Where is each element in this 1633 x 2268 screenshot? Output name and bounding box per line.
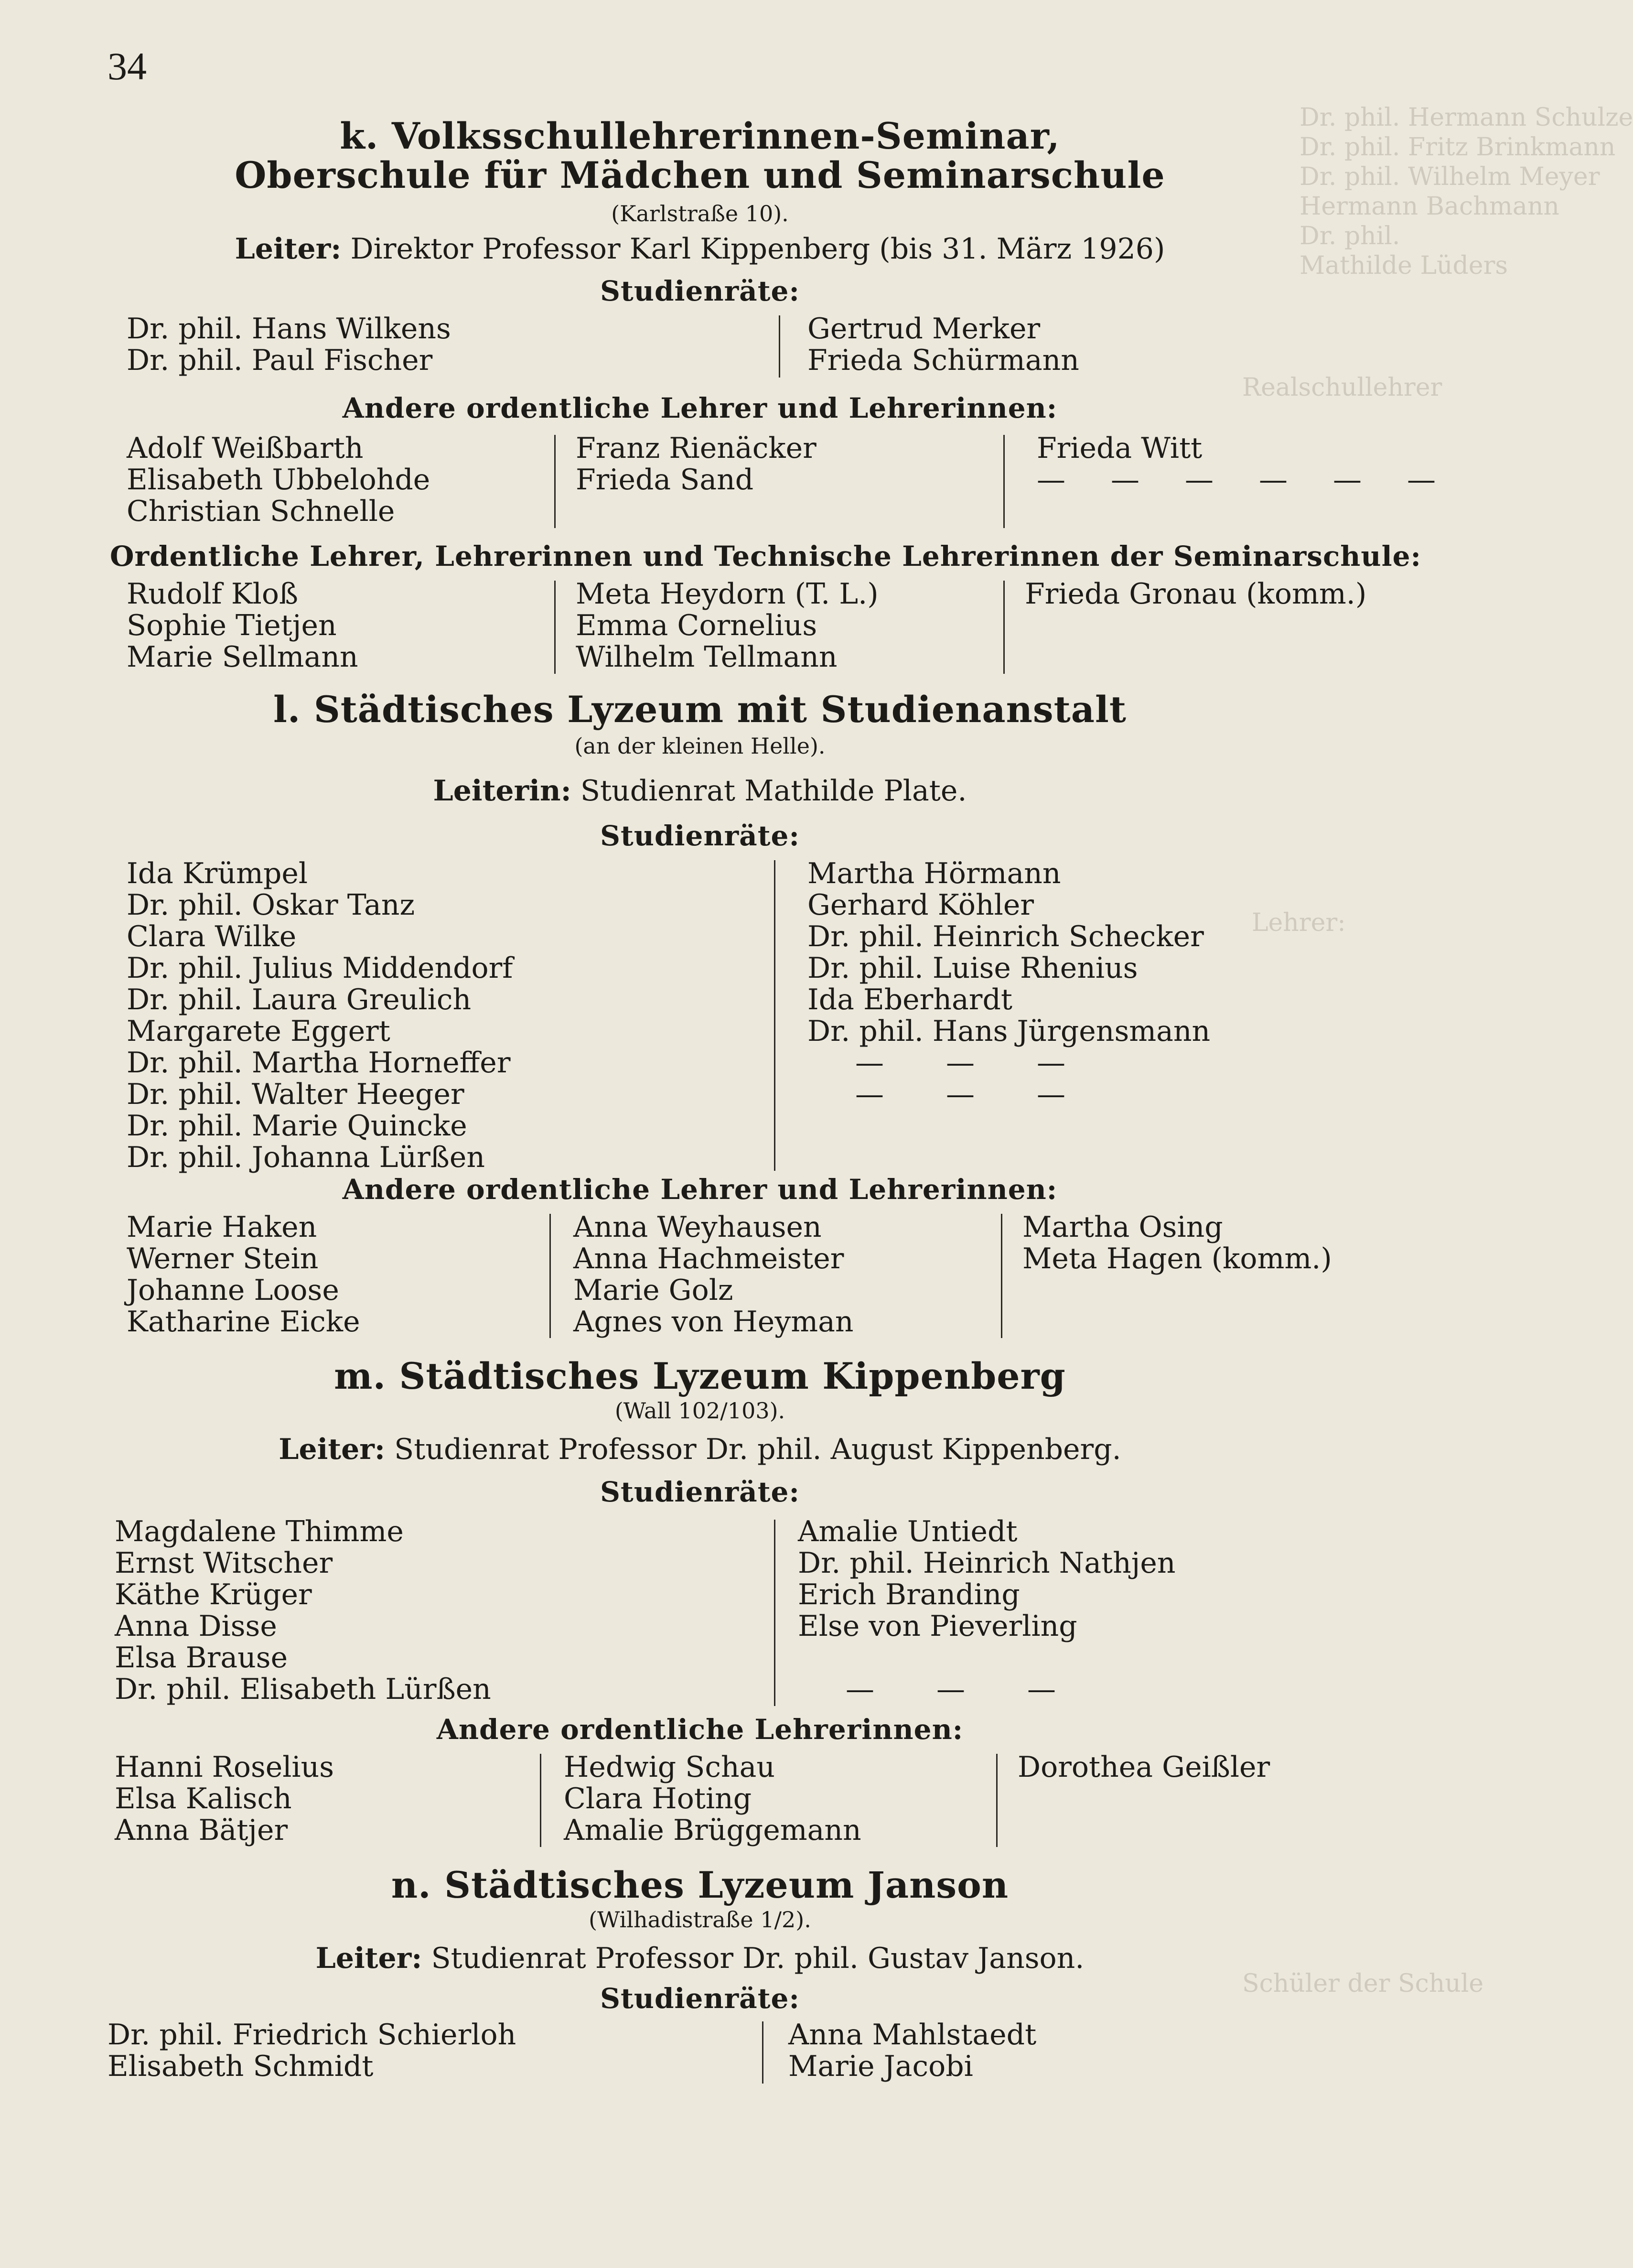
section-k-studienraete-heading: Studienräte: <box>600 275 800 307</box>
list-item: Meta Heydorn (T. L.) <box>576 577 879 611</box>
list-item: Agnes von Heyman <box>573 1305 854 1339</box>
section-k-seminar-col1 <box>127 578 358 673</box>
list-item: Dr. phil. Oskar Tanz <box>127 888 415 922</box>
leiter-label: Leiterin: <box>433 774 571 808</box>
list-item: Dr. phil. Hans Wilkens <box>127 312 451 346</box>
column-divider <box>549 1214 551 1338</box>
list-item: Hedwig Schau <box>564 1750 775 1784</box>
section-k-seminar-col3 <box>1025 578 1366 610</box>
section-k-seminar-heading: Ordentliche Lehrer, Lehrerinnen und Technische Lehrerinnen der Seminarschule: <box>110 540 1421 572</box>
list-item: Ida Krümpel <box>127 857 308 890</box>
column-divider <box>540 1754 541 1847</box>
section-k-address: (Karlstraße 10). <box>611 201 789 227</box>
section-m-studienraete-left <box>115 1516 491 1705</box>
dash-placeholder-row: — — — <box>846 1673 1056 1706</box>
column-divider <box>996 1754 998 1847</box>
show-through-text: Dr. phil. Hermann Schulze Dr. phil. Fritz Brinkmann Dr. phil. Wilhelm Meyer Hermann Bachmann Dr. phil. Mathilde Lüders <box>1300 103 1633 280</box>
list-item: Anna Hachmeister <box>573 1242 844 1275</box>
column-divider <box>774 860 775 1171</box>
show-through-text: Realschullehrer <box>1242 373 1442 402</box>
section-m-andere-col3 <box>1018 1751 1270 1783</box>
column-divider <box>1003 581 1005 674</box>
section-m-address: (Wall 102/103). <box>614 1398 785 1424</box>
show-through-text: Schüler der Schule <box>1242 1969 1484 1998</box>
list-item: Dr. phil. Marie Quincke <box>127 1109 467 1143</box>
list-item: Meta Hagen (komm.) <box>1022 1242 1332 1275</box>
leiter-text: Studienrat Professor Dr. phil. August Kippenberg. <box>394 1433 1121 1466</box>
list-item: Rudolf Kloß <box>127 577 299 611</box>
list-item: Else von Pieverling <box>798 1609 1077 1643</box>
list-item: Marie Golz <box>573 1274 733 1307</box>
section-k-seminar-col2 <box>576 578 879 673</box>
section-l-studienraete-right <box>807 858 1210 1110</box>
column-divider <box>1003 435 1005 528</box>
column-divider <box>779 315 780 378</box>
list-item: Dr. phil. Luise Rhenius <box>807 951 1138 985</box>
list-item: Dr. phil. Laura Greulich <box>127 983 472 1016</box>
section-m-leiter <box>110 1433 1290 1466</box>
column-divider <box>762 2021 763 2084</box>
list-item: Marie Sellmann <box>127 640 358 674</box>
list-item: Dr. phil. Julius Middendorf <box>127 951 513 985</box>
leiter-label: Leiter: <box>279 1433 386 1466</box>
list-item: Dorothea Geißler <box>1018 1750 1270 1784</box>
list-item: Franz Rienäcker <box>576 432 816 465</box>
section-l-studienraete-left <box>127 858 513 1173</box>
section-n-studienraete-heading: Studienräte: <box>600 1982 800 2015</box>
list-item: Anna Weyhausen <box>573 1210 822 1244</box>
section-k-andere-col2 <box>576 432 816 496</box>
list-item: Dr. phil. Walter Heeger <box>127 1078 464 1111</box>
list-item: Amalie Brüggemann <box>564 1814 861 1847</box>
section-k-andere-col1 <box>127 432 430 527</box>
list-item: Clara Hoting <box>564 1782 752 1815</box>
section-l-address: (an der kleinen Helle). <box>574 733 826 759</box>
list-item: Ernst Witscher <box>115 1546 333 1580</box>
list-item: Gerhard Köhler <box>807 888 1034 922</box>
list-item: Wilhelm Tellmann <box>576 640 838 674</box>
list-item: Johanne Loose <box>127 1274 339 1307</box>
list-item: Dr. phil. Hans Jürgensmann <box>807 1015 1211 1048</box>
list-item: Gertrud Merker <box>807 312 1041 346</box>
column-divider <box>774 1520 775 1706</box>
section-k-andere-col3 <box>1037 432 1436 496</box>
list-item: Frieda Witt <box>1037 432 1203 465</box>
list-item: Elisabeth Ubbelohde <box>127 463 430 497</box>
list-item: Katharine Eicke <box>127 1305 360 1339</box>
section-l-andere-heading: Andere ordentliche Lehrer und Lehrerinnen: <box>342 1173 1058 1206</box>
list-item: Adolf Weißbarth <box>127 432 364 465</box>
list-item: Werner Stein <box>127 1242 319 1275</box>
list-item: Dr. phil. Martha Horneffer <box>127 1046 511 1080</box>
column-divider <box>1001 1214 1002 1338</box>
list-item: Dr. phil. Friedrich Schierloh <box>107 2018 516 2052</box>
section-k-title-line1: k. Volksschullehrerinnen-Seminar, <box>340 115 1060 157</box>
list-item: Frieda Sand <box>576 463 754 497</box>
list-item: Magdalene Thimme <box>115 1515 404 1548</box>
section-n-address: (Wilhadistraße 1/2). <box>589 1907 811 1933</box>
list-item: Emma Cornelius <box>576 609 817 642</box>
section-m-andere-col1 <box>115 1751 334 1846</box>
dash-placeholder-row: — — — — — — <box>1037 463 1436 497</box>
list-item: Elisabeth Schmidt <box>107 2050 374 2083</box>
list-item: Marie Jacobi <box>788 2050 973 2083</box>
list-item: Frieda Gronau (komm.) <box>1025 577 1367 611</box>
list-item: Dr. phil. Heinrich Nathjen <box>798 1546 1176 1580</box>
section-m-studienraete-heading: Studienräte: <box>600 1476 800 1508</box>
list-item: Christian Schnelle <box>127 495 395 528</box>
column-divider <box>554 435 556 528</box>
section-l-studienraete-heading: Studienräte: <box>600 820 800 852</box>
list-item: Elsa Kalisch <box>115 1782 292 1815</box>
show-through-text: Lehrer: <box>1252 908 1346 937</box>
section-l-andere-col1 <box>127 1211 360 1338</box>
section-n-title: n. Städtisches Lyzeum Janson <box>391 1864 1009 1906</box>
list-item: Sophie Tietjen <box>127 609 337 642</box>
list-item: Elsa Brause <box>115 1641 288 1674</box>
list-item: Käthe Krüger <box>115 1578 312 1611</box>
list-item: Erich Branding <box>798 1578 1020 1611</box>
list-item: Amalie Untiedt <box>798 1515 1018 1548</box>
section-k-studienraete-right <box>807 313 1079 376</box>
list-item: Martha Osing <box>1022 1210 1223 1244</box>
leiter-label: Leiter: <box>235 232 342 266</box>
section-l-andere-col2 <box>573 1211 854 1338</box>
section-m-title: m. Städtisches Lyzeum Kippenberg <box>334 1355 1066 1397</box>
list-item: Dr. phil. Johanna Lürßen <box>127 1141 485 1174</box>
list-item: Frieda Schürmann <box>807 344 1079 377</box>
section-m-studienraete-right <box>798 1516 1176 1705</box>
section-n-studienraete-right <box>788 2019 1036 2082</box>
section-l-andere-col3 <box>1022 1211 1332 1274</box>
list-item: Anna Mahlstaedt <box>788 2018 1037 2052</box>
list-item: Martha Hörmann <box>807 857 1061 890</box>
list-item: Dr. phil. Paul Fischer <box>127 344 433 377</box>
leiter-label: Leiter: <box>315 1942 422 1975</box>
list-item: Dr. phil. Elisabeth Lürßen <box>115 1673 491 1706</box>
list-item: Anna Bätjer <box>115 1814 288 1847</box>
leiter-text: Direktor Professor Karl Kippenberg (bis 31. März 1926) <box>350 232 1165 266</box>
list-item: Dr. phil. Heinrich Schecker <box>807 920 1204 953</box>
leiter-text: Studienrat Mathilde Plate. <box>580 774 967 808</box>
list-item: Marie Haken <box>127 1210 317 1244</box>
section-l-leiter <box>110 774 1290 808</box>
section-k-title-line2: Oberschule für Mädchen und Seminarschule <box>235 154 1165 196</box>
section-m-andere-heading: Andere ordentliche Lehrerinnen: <box>436 1713 964 1746</box>
section-n-studienraete-left <box>107 2019 516 2082</box>
list-item: Clara Wilke <box>127 920 297 953</box>
list-item: Anna Disse <box>115 1609 277 1643</box>
section-l-title: l. Städtisches Lyzeum mit Studienanstalt <box>273 688 1127 731</box>
dash-placeholder-row: — — — <box>855 1046 1065 1080</box>
leiter-text: Studienrat Professor Dr. phil. Gustav Janson. <box>431 1942 1085 1975</box>
list-item: Hanni Roselius <box>115 1750 334 1784</box>
column-divider <box>554 581 556 674</box>
dash-placeholder-row: — — — <box>855 1078 1065 1111</box>
page-number: 34 <box>107 44 147 88</box>
section-k-andere-heading: Andere ordentliche Lehrer und Lehrerinnen: <box>342 392 1058 424</box>
section-k-studienraete-left <box>127 313 451 376</box>
list-item: Margarete Eggert <box>127 1015 390 1048</box>
section-m-andere-col2 <box>564 1751 861 1846</box>
section-k-leiter <box>110 232 1290 266</box>
section-n-leiter <box>110 1942 1290 1975</box>
list-item: Ida Eberhardt <box>807 983 1012 1016</box>
